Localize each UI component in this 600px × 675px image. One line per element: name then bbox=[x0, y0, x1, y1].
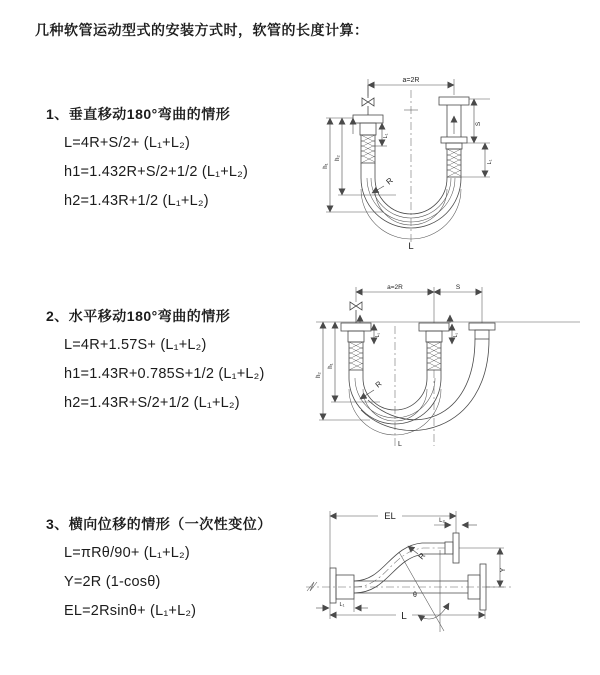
section-2 bbox=[46, 306, 265, 424]
fig3-hose bbox=[354, 543, 468, 593]
dim-label-el: EL bbox=[384, 511, 396, 522]
dim-label-a2r: a=2R bbox=[387, 284, 403, 291]
fig1-centerline bbox=[404, 90, 418, 242]
fig2-middle-fitting bbox=[419, 323, 449, 370]
dim-label-h2: h₂ bbox=[335, 155, 341, 161]
dim-label-l1: L₁ bbox=[339, 602, 345, 608]
formula-3-Y: Y=2R (1-cosθ) bbox=[64, 574, 161, 590]
section-3 bbox=[46, 514, 272, 632]
fig1-right-fitting bbox=[439, 97, 469, 177]
fig3-upper-flange bbox=[445, 533, 459, 563]
fig1-left-fitting bbox=[353, 115, 383, 163]
figure-lateral-displacement bbox=[298, 498, 598, 668]
dim-label-l1-left: L₁ bbox=[375, 332, 381, 338]
radius-label: R bbox=[373, 379, 384, 390]
dim-label-a2r: a=2R bbox=[402, 77, 420, 84]
length-label: L bbox=[398, 441, 402, 448]
page-title: 几种软管运动型式的安装方式时，软管的长度计算： bbox=[35, 22, 369, 38]
dim-label-h1: h₁ bbox=[323, 163, 329, 169]
dim-label-s: S bbox=[455, 284, 461, 291]
dim-label-l2: L₂ bbox=[439, 518, 445, 524]
fig2-hose-u-curves bbox=[349, 339, 489, 435]
section-1-heading: 1、垂直移动180°弯曲的情形 bbox=[46, 106, 231, 122]
formula-1-L: L=4R+S/2+ (L₁+L₂) bbox=[64, 135, 190, 151]
figure-horizontal-180-bend bbox=[308, 278, 588, 463]
dim-label-l: L bbox=[401, 611, 407, 622]
dim-label-l1-right: L₁ bbox=[487, 159, 493, 165]
dim-label-y: Y bbox=[500, 567, 507, 573]
fig2-left-fitting bbox=[341, 323, 371, 370]
formula-3-EL: EL=2Rsinθ+ (L₁+L₂) bbox=[64, 603, 197, 619]
break-symbol bbox=[307, 582, 317, 591]
angle-label: θ bbox=[413, 592, 417, 599]
fig3-dimension-lines bbox=[316, 511, 504, 632]
dim-label-h1: h₁ bbox=[328, 363, 334, 369]
section-2-heading: 2、水平移动180°弯曲的情形 bbox=[46, 308, 231, 324]
dim-label-h2: h₂ bbox=[316, 372, 322, 378]
dim-label-s: S bbox=[475, 121, 482, 127]
valve-icon bbox=[362, 85, 374, 115]
formula-3-L: L=πRθ/90+ (L₁+L₂) bbox=[64, 545, 190, 561]
fig2-dimension-lines bbox=[316, 287, 580, 420]
section-3-heading: 3、横向位移的情形（一次性变位） bbox=[46, 516, 272, 532]
formula-1-h2: h2=1.43R+1/2 (L₁+L₂) bbox=[64, 193, 209, 209]
dim-label-l1-left: L₁ bbox=[383, 133, 389, 139]
radius-label: R bbox=[384, 175, 395, 187]
formula-2-h2: h2=1.43R+S/2+1/2 (L₁+L₂) bbox=[64, 395, 240, 411]
formula-2-L: L=4R+1.57S+ (L₁+L₂) bbox=[64, 337, 207, 353]
radius-label: R bbox=[416, 551, 428, 562]
fig2-right-fitting bbox=[469, 323, 495, 339]
fig3-centerline bbox=[306, 582, 513, 591]
dim-label-l1-middle: L₁ bbox=[453, 332, 459, 338]
fig1-dimension-lines bbox=[326, 79, 490, 212]
figure-vertical-180-bend bbox=[312, 66, 597, 261]
fig3-left-flange bbox=[330, 568, 354, 603]
length-label: L bbox=[408, 241, 414, 252]
section-1 bbox=[46, 104, 248, 222]
formula-2-h1: h1=1.43R+0.785S+1/2 (L₁+L₂) bbox=[64, 366, 265, 382]
formula-1-h1: h1=1.432R+S/2+1/2 (L₁+L₂) bbox=[64, 164, 249, 180]
